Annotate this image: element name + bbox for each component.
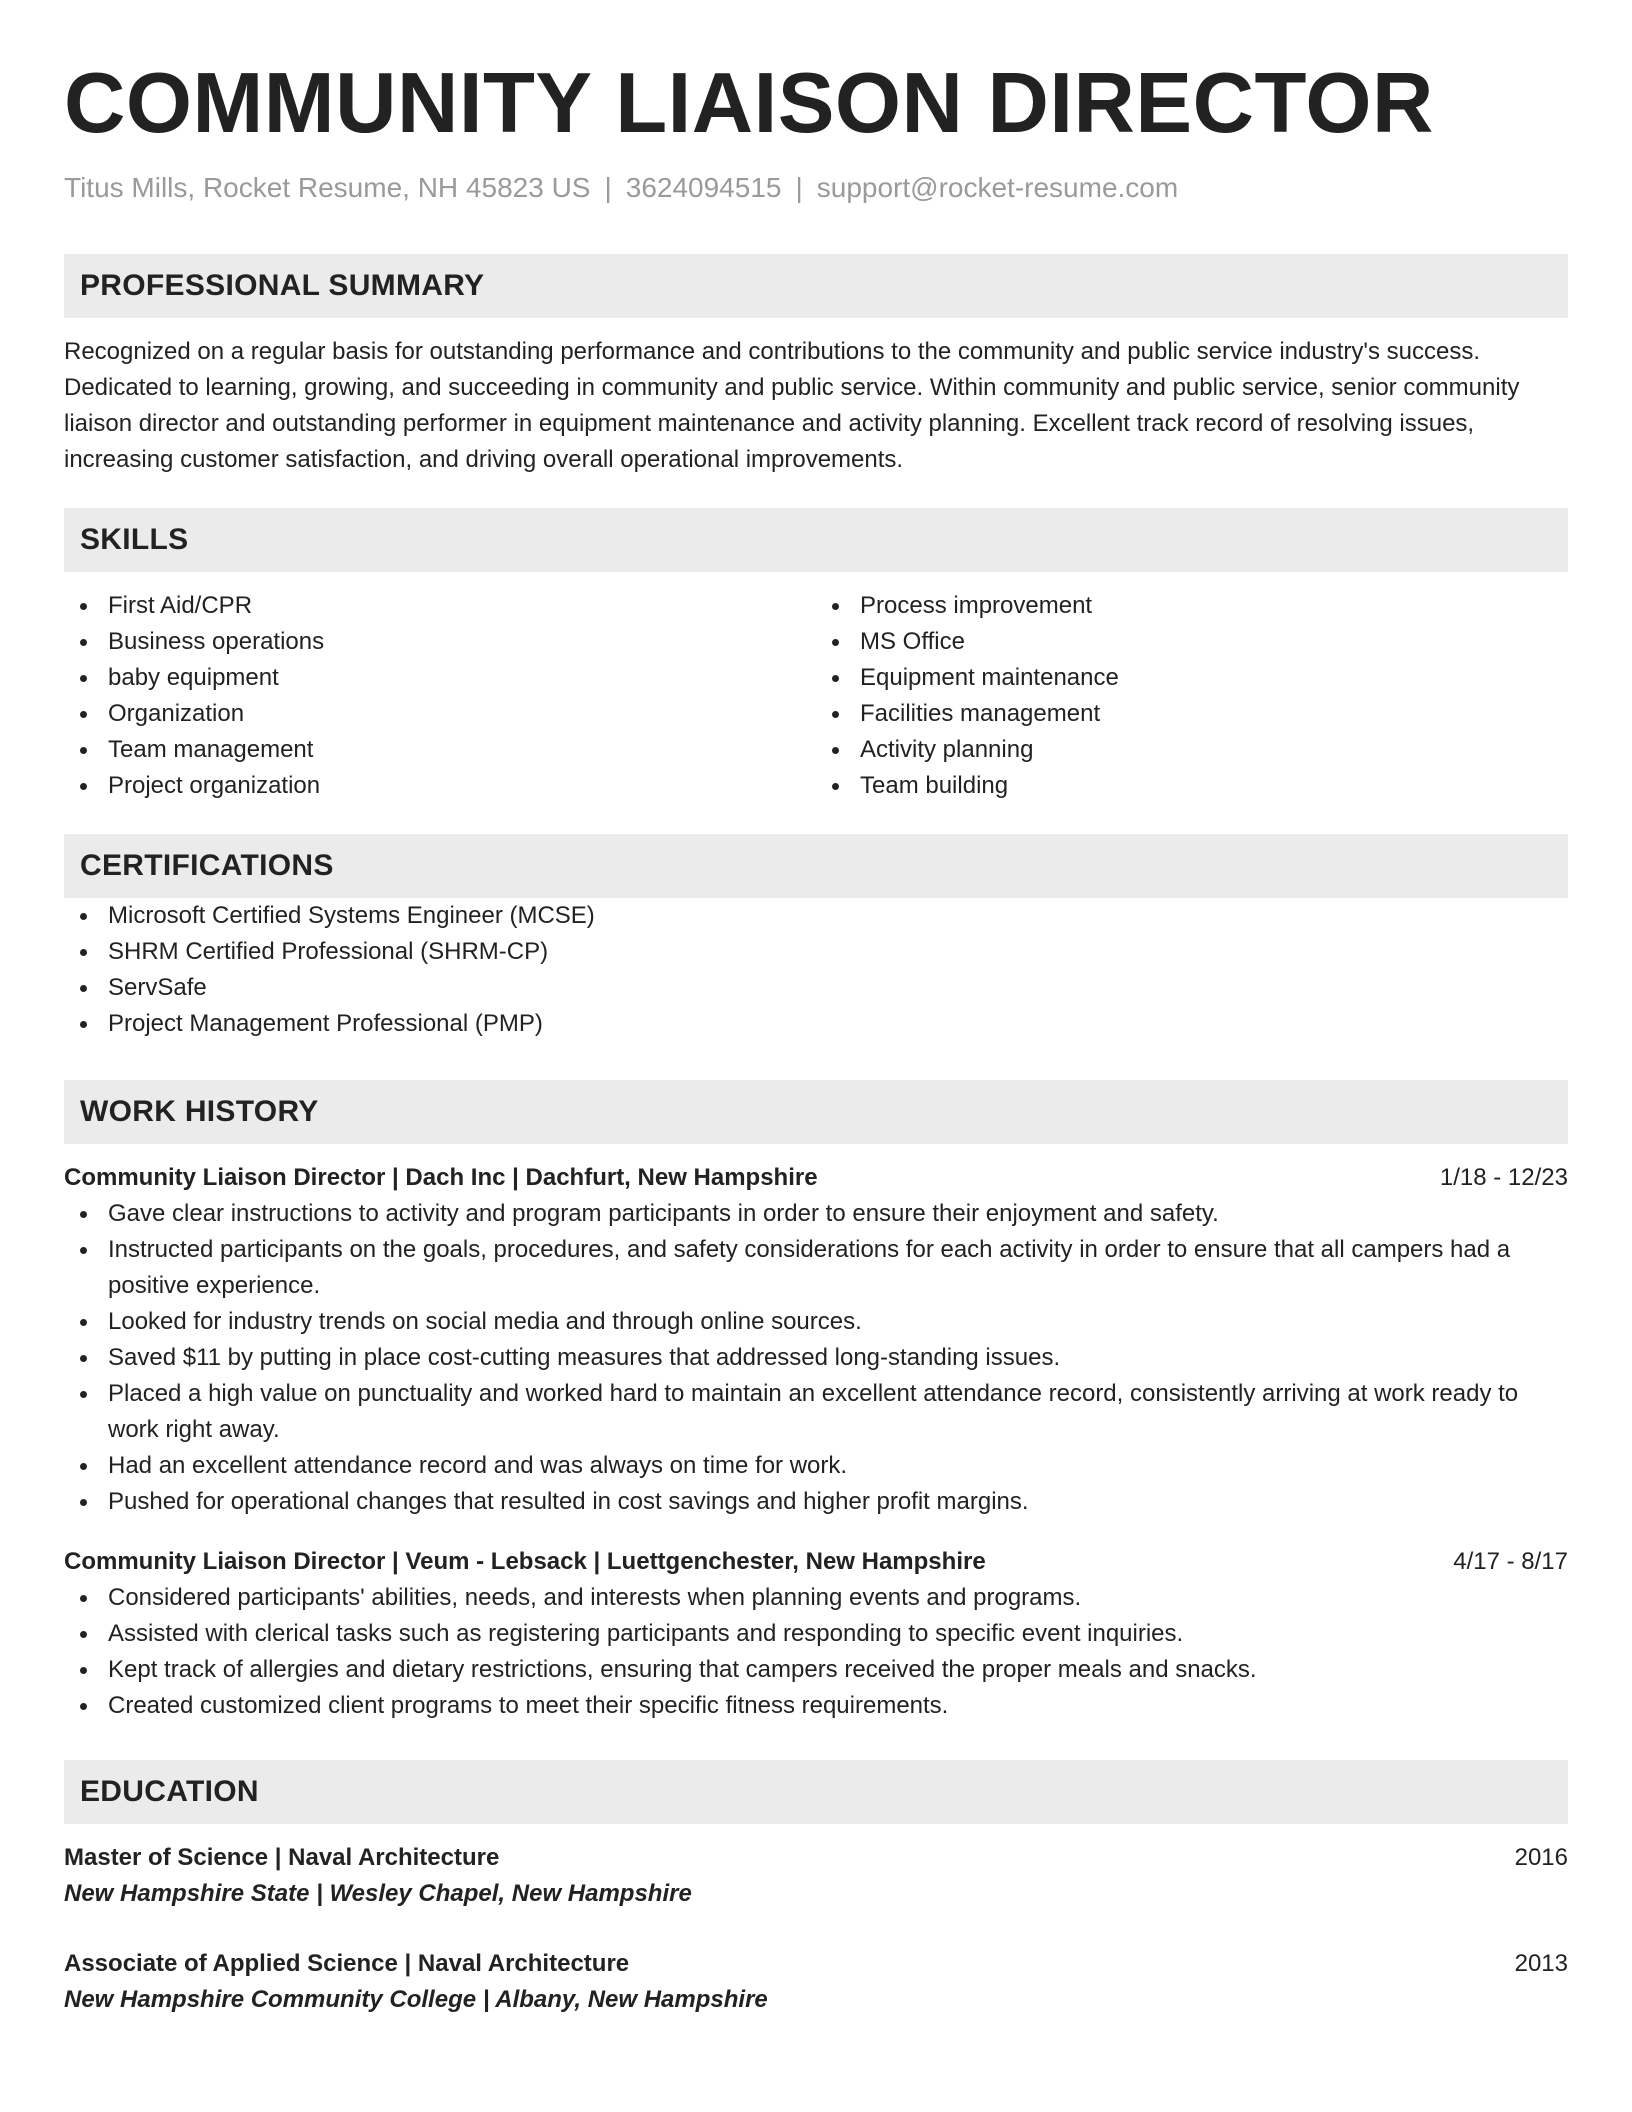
skills-left-list [64, 588, 816, 804]
job-bullet: Created customized client programs to meet their specific fitness requirements. [64, 1688, 1568, 1724]
resume-title: COMMUNITY LIAISON DIRECTOR [64, 56, 1434, 151]
bullet-icon [80, 949, 87, 956]
school: New Hampshire Community College | Albany, New Hampshire [64, 1986, 768, 2013]
job-bullet: Placed a high value on punctuality and worked hard to maintain an excellent attendance record, consistently arriving at work ready to work right away. [64, 1376, 1568, 1448]
certification-item: SHRM Certified Professional (SHRM-CP) [64, 934, 1568, 970]
bullet-icon [80, 603, 87, 610]
education-header [64, 1946, 1568, 1982]
bullet-icon [832, 783, 839, 790]
graduation-year: 2013 [1514, 1950, 1568, 1977]
bullet-icon [832, 639, 839, 646]
skill-item: baby equipment [64, 660, 816, 696]
contact-line [64, 170, 1568, 206]
education-entry [64, 1946, 1568, 2018]
job-bullet: Looked for industry trends on social media and through online sources. [64, 1304, 1568, 1340]
job-bullet: Pushed for operational changes that resulted in cost savings and higher profit margins. [64, 1484, 1568, 1520]
bullet-icon [80, 1667, 87, 1674]
certifications-list [64, 898, 1568, 1042]
skill-item: Project organization [64, 768, 816, 804]
certifications-heading: CERTIFICATIONS [64, 834, 1568, 898]
bullet-icon [80, 1631, 87, 1638]
contact-separator: | [795, 172, 803, 203]
skill-item: Activity planning [816, 732, 1568, 768]
job-title: Community Liaison Director | Veum - Lebsack | Luettgenchester, New Hampshire [64, 1548, 986, 1575]
job-header [64, 1160, 1568, 1196]
skills-right-list [816, 588, 1568, 804]
job-header [64, 1544, 1568, 1580]
job-title: Community Liaison Director | Dach Inc | Dachfurt, New Hampshire [64, 1164, 818, 1191]
skills-heading: SKILLS [64, 508, 1568, 572]
skill-item: Equipment maintenance [816, 660, 1568, 696]
certification-item: Project Management Professional (PMP) [64, 1006, 1568, 1042]
education-heading: EDUCATION [64, 1760, 1568, 1824]
job-bullet: Saved $11 by putting in place cost-cutting measures that addressed long-standing issues. [64, 1340, 1568, 1376]
contact-email: support@rocket-resume.com [816, 172, 1179, 203]
bullet-icon [80, 783, 87, 790]
certification-item: ServSafe [64, 970, 1568, 1006]
job-dates: 1/18 - 12/23 [1439, 1164, 1568, 1191]
certification-item: Microsoft Certified Systems Engineer (MCSE) [64, 898, 1568, 934]
skill-item: Process improvement [816, 588, 1568, 624]
contact-phone: 3624094515 [625, 172, 782, 203]
bullet-icon [80, 1247, 87, 1254]
bullet-icon [80, 1463, 87, 1470]
bullet-icon [80, 913, 87, 920]
skill-item: First Aid/CPR [64, 588, 816, 624]
skill-item: Organization [64, 696, 816, 732]
school: New Hampshire State | Wesley Chapel, New Hampshire [64, 1880, 692, 1907]
job-bullets [64, 1196, 1568, 1520]
job-dates: 4/17 - 8/17 [1453, 1548, 1568, 1575]
bullet-icon [80, 711, 87, 718]
bullet-icon [80, 1391, 87, 1398]
bullet-icon [80, 985, 87, 992]
skills-grid [64, 588, 1568, 804]
skill-item: Business operations [64, 624, 816, 660]
job-bullet: Gave clear instructions to activity and program participants in order to ensure their enjoyment and safety. [64, 1196, 1568, 1232]
skill-item: Facilities management [816, 696, 1568, 732]
degree: Master of Science | Naval Architecture [64, 1844, 500, 1871]
skill-item: Team building [816, 768, 1568, 804]
bullet-icon [80, 747, 87, 754]
bullet-icon [832, 711, 839, 718]
job-bullet: Had an excellent attendance record and was always on time for work. [64, 1448, 1568, 1484]
job-bullet: Instructed participants on the goals, procedures, and safety considerations for each activity in order to ensure that all campers had a positive experience. [64, 1232, 1568, 1304]
bullet-icon [80, 675, 87, 682]
bullet-icon [832, 747, 839, 754]
bullet-icon [80, 1595, 87, 1602]
job-bullet: Kept track of allergies and dietary restrictions, ensuring that campers received the proper meals and snacks. [64, 1652, 1568, 1688]
job-bullet: Assisted with clerical tasks such as registering participants and responding to specific event inquiries. [64, 1616, 1568, 1652]
contact-address: Titus Mills, Rocket Resume, NH 45823 US [64, 172, 591, 203]
skill-item: Team management [64, 732, 816, 768]
bullet-icon [80, 639, 87, 646]
bullet-icon [80, 1211, 87, 1218]
graduation-year: 2016 [1514, 1844, 1568, 1871]
bullet-icon [80, 1499, 87, 1506]
education-entry [64, 1840, 1568, 1912]
contact-separator: | [604, 172, 612, 203]
summary-text: Recognized on a regular basis for outstanding performance and contributions to the community and public service industry's success. Dedicated to learning, growing, and succeeding in community and public service. Within community and public service, senior community liaison director and outstanding performer in equipment maintenance and activity planning. Excellent track record of resolving issues, increasing customer satisfaction, and driving overall operational improvements. [64, 338, 1520, 473]
bullet-icon [832, 603, 839, 610]
job-bullets [64, 1580, 1568, 1724]
bullet-icon [832, 675, 839, 682]
education-header [64, 1840, 1568, 1876]
bullet-icon [80, 1021, 87, 1028]
degree: Associate of Applied Science | Naval Architecture [64, 1950, 630, 1977]
bullet-icon [80, 1319, 87, 1326]
skill-item: MS Office [816, 624, 1568, 660]
job-bullet: Considered participants' abilities, needs, and interests when planning events and programs. [64, 1580, 1568, 1616]
work-history-heading: WORK HISTORY [64, 1080, 1568, 1144]
bullet-icon [80, 1703, 87, 1710]
summary-heading: PROFESSIONAL SUMMARY [64, 254, 1568, 318]
bullet-icon [80, 1355, 87, 1362]
